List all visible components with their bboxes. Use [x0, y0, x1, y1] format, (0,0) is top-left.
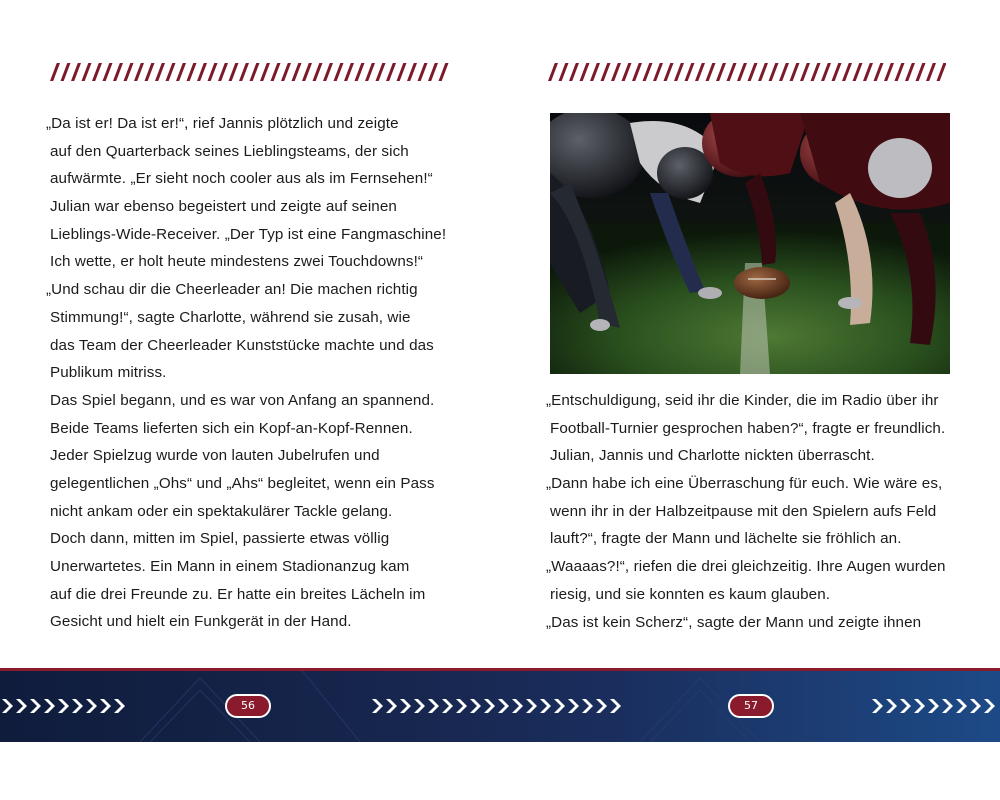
slash-mark — [397, 63, 407, 81]
slash-mark — [569, 63, 579, 81]
chevron-mark — [456, 699, 467, 713]
slash-mark — [895, 63, 905, 81]
slash-mark — [71, 63, 81, 81]
slash-mark — [706, 63, 716, 81]
chevron-mark — [900, 699, 911, 713]
slash-mark — [313, 63, 323, 81]
text-line: Doch dann, mitten im Spiel, passierte etwas völlig — [50, 530, 390, 548]
chevron-mark — [414, 699, 425, 713]
slash-mark — [376, 63, 386, 81]
slash-mark — [884, 63, 894, 81]
chevron-mark — [470, 699, 481, 713]
slash-mark — [695, 63, 705, 81]
slash-mark — [176, 63, 186, 81]
text-line: auf den Quarterback seines Lieblingsteams, der sich — [50, 142, 409, 160]
slash-mark — [92, 63, 102, 81]
slash-mark — [926, 63, 936, 81]
chevron-mark — [956, 699, 967, 713]
chevron-arrows-icon — [0, 698, 130, 714]
slash-mark — [758, 63, 768, 81]
slash-mark — [821, 63, 831, 81]
slash-mark — [428, 63, 438, 81]
slash-mark — [281, 63, 291, 81]
chevron-arrows-icon — [370, 698, 630, 714]
text-line: Stimmung!“, sagte Charlotte, während sie zusah, wie — [50, 308, 411, 326]
footer-accent-line — [0, 668, 1000, 671]
chevron-mark — [872, 699, 883, 713]
text-line: Beide Teams lieferten sich ein Kopf-an-Kopf-Rennen. — [50, 419, 413, 437]
chevron-mark — [58, 699, 69, 713]
chevron-mark — [596, 699, 607, 713]
chevron-mark — [984, 699, 995, 713]
slash-mark — [863, 63, 873, 81]
slash-mark — [239, 63, 249, 81]
text-line: „Dann habe ich eine Überraschung für euch. Wie wäre es, — [546, 475, 943, 493]
text-line: Ich wette, er holt heute mindestens zwei Touchdowns!“ — [50, 253, 424, 271]
chevron-mark — [100, 699, 111, 713]
slash-mark — [611, 63, 621, 81]
chevron-mark — [372, 699, 383, 713]
slash-mark — [580, 63, 590, 81]
slash-mark — [748, 63, 758, 81]
text-line: „Waaaas?!“, riefen die drei gleichzeitig. Ihre Augen wurden — [546, 558, 946, 576]
slash-mark — [271, 63, 281, 81]
slash-mark — [292, 63, 302, 81]
slash-mark — [779, 63, 789, 81]
slash-mark — [187, 63, 197, 81]
slash-mark — [601, 63, 611, 81]
chevron-mark — [970, 699, 981, 713]
left-page-text — [46, 110, 446, 636]
slash-mark — [653, 63, 663, 81]
football-photo-illustration — [550, 113, 950, 374]
chevron-mark — [610, 699, 621, 713]
text-line: nicht ankam oder ein spektakulärer Tackle gelang. — [50, 502, 393, 520]
slash-mark — [113, 63, 123, 81]
slash-mark — [355, 63, 365, 81]
slash-mark — [622, 63, 632, 81]
slash-mark — [590, 63, 600, 81]
slash-mark — [905, 63, 915, 81]
chevron-mark — [582, 699, 593, 713]
slash-mark — [790, 63, 800, 81]
chevron-mark — [942, 699, 953, 713]
football-scrimmage-photo — [550, 113, 950, 374]
slash-mark — [632, 63, 642, 81]
chevron-arrows-icon — [870, 698, 1000, 714]
text-line: wenn ihr in der Halbzeitpause mit den Spielern aufs Feld — [550, 502, 937, 520]
text-line: „Und schau dir die Cheerleader an! Die machen richtig — [46, 281, 418, 299]
text-line: Jeder Spielzug wurde von lauten Jubelrufen und — [50, 447, 380, 465]
slash-mark — [145, 63, 155, 81]
slash-mark — [853, 63, 863, 81]
text-line: „Das ist kein Scherz“, sagte der Mann und zeigte ihnen — [546, 613, 922, 631]
slash-mark — [737, 63, 747, 81]
chevron-mark — [30, 699, 41, 713]
text-line: Publikum mitriss. — [50, 364, 167, 382]
slash-mark — [800, 63, 810, 81]
slash-mark — [124, 63, 134, 81]
slash-mark — [559, 63, 569, 81]
slash-mark — [197, 63, 207, 81]
left-page — [0, 0, 500, 668]
chevron-mark — [498, 699, 509, 713]
text-line: Das Spiel begann, und es war von Anfang an spannend. — [50, 391, 435, 409]
chevron-mark — [512, 699, 523, 713]
slash-mark — [250, 63, 260, 81]
slash-mark — [166, 63, 176, 81]
decorative-slash-rule — [50, 63, 450, 81]
page-number-badge: 56 — [225, 694, 271, 718]
slash-mark — [407, 63, 417, 81]
slash-mark — [716, 63, 726, 81]
text-line: Julian war ebenso begeistert und zeigte auf seinen — [50, 198, 397, 216]
slash-mark — [82, 63, 92, 81]
slash-mark — [769, 63, 779, 81]
slash-mark — [664, 63, 674, 81]
text-line: Gesicht und hielt ein Funkgerät in der Hand. — [50, 613, 352, 631]
chevron-mark — [554, 699, 565, 713]
text-line: riesig, und sie konnten es kaum glauben. — [550, 585, 831, 603]
chevron-mark — [914, 699, 925, 713]
slash-mark — [548, 63, 558, 81]
slash-mark — [811, 63, 821, 81]
slash-mark — [916, 63, 926, 81]
decorative-slash-rule — [548, 63, 946, 81]
slash-mark — [418, 63, 428, 81]
slash-mark — [218, 63, 228, 81]
slash-mark — [439, 63, 449, 81]
chevron-mark — [16, 699, 27, 713]
chevron-mark — [72, 699, 83, 713]
slash-mark — [61, 63, 71, 81]
chevron-mark — [928, 699, 939, 713]
text-line: Unerwartetes. Ein Mann in einem Stadionanzug kam — [50, 558, 410, 575]
right-page-text — [546, 387, 946, 636]
chevron-mark — [428, 699, 439, 713]
text-line: Julian, Jannis und Charlotte nickten überrascht. — [550, 447, 875, 465]
chevron-mark — [526, 699, 537, 713]
chevron-mark — [44, 699, 55, 713]
slash-mark — [260, 63, 270, 81]
chevron-mark — [540, 699, 551, 713]
slash-mark — [937, 63, 947, 81]
chevron-mark — [400, 699, 411, 713]
slash-mark — [365, 63, 375, 81]
text-line: aufwärmte. „Er sieht noch cooler aus als im Fernsehen!“ — [50, 170, 433, 188]
page-footer-band — [0, 668, 1000, 742]
slash-mark — [727, 63, 737, 81]
chevron-mark — [2, 699, 13, 713]
slash-mark — [134, 63, 144, 81]
slash-mark — [208, 63, 218, 81]
chevron-mark — [386, 699, 397, 713]
text-line: auf die drei Freunde zu. Er hatte ein breites Lächeln im — [50, 585, 426, 603]
text-line: gelegentlichen „Ohs“ und „Ahs“ begleitet, wenn ein Pass — [50, 474, 435, 492]
slash-mark — [842, 63, 852, 81]
slash-mark — [685, 63, 695, 81]
text-line: lauft?“, fragte der Mann und lächelte sie fröhlich an. — [550, 530, 902, 548]
text-line: „Da ist er! Da ist er!“, rief Jannis plötzlich und zeigte — [46, 115, 399, 132]
text-line: das Team der Cheerleader Kunststücke machte und das — [50, 336, 434, 354]
slash-mark — [50, 63, 60, 81]
chevron-mark — [484, 699, 495, 713]
slash-mark — [155, 63, 165, 81]
chevron-mark — [568, 699, 579, 713]
chevron-mark — [886, 699, 897, 713]
text-line: „Entschuldigung, seid ihr die Kinder, die im Radio über ihr — [546, 392, 939, 409]
slash-mark — [302, 63, 312, 81]
slash-mark — [229, 63, 239, 81]
slash-mark — [874, 63, 884, 81]
chevron-mark — [442, 699, 453, 713]
text-line: Lieblings-Wide-Receiver. „Der Typ ist eine Fangmaschine! — [50, 225, 447, 243]
slash-mark — [674, 63, 684, 81]
text-line: Football-Turnier gesprochen haben?“, fragte er freundlich. — [550, 419, 946, 437]
right-page — [500, 0, 1000, 668]
slash-mark — [323, 63, 333, 81]
chevron-mark — [114, 699, 125, 713]
slash-mark — [103, 63, 113, 81]
slash-mark — [344, 63, 354, 81]
slash-mark — [334, 63, 344, 81]
slash-mark — [832, 63, 842, 81]
chevron-mark — [86, 699, 97, 713]
slash-mark — [643, 63, 653, 81]
slash-mark — [386, 63, 396, 81]
page-number-badge: 57 — [728, 694, 774, 718]
